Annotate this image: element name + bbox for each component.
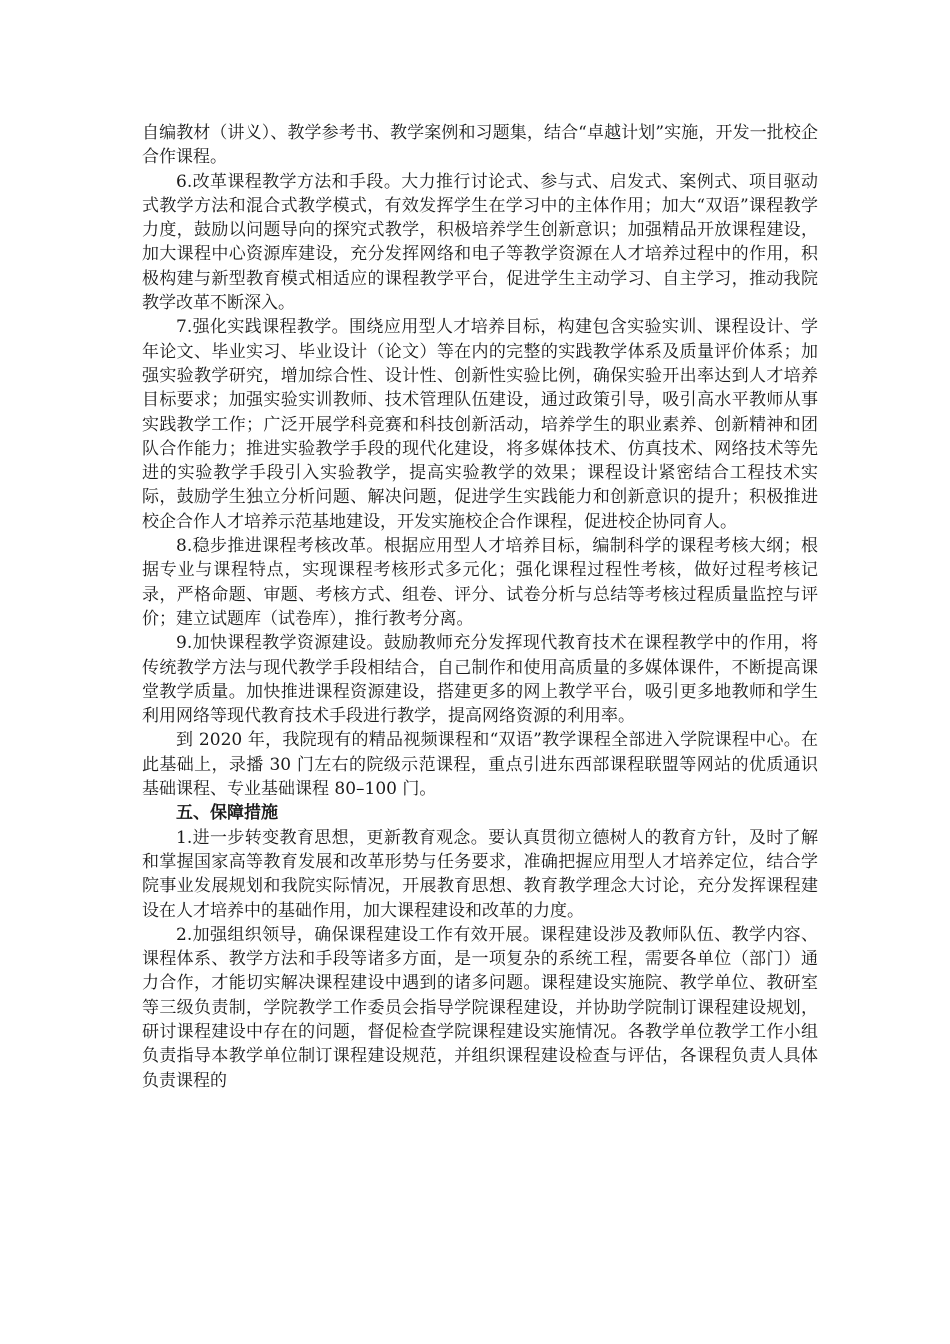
section-heading: 五、保障措施	[176, 803, 278, 824]
paragraph-summary: 到 2020 年，我院现有的精品视频课程和“双语”教学课程全部进入学院课程中心。在此基础上，录播 30 门左右的院级示范课程，重点引进东西部课程联盟等网站的优质通识基础课程、专业基础课程 80–100 门。	[142, 730, 818, 800]
paragraph-item-7: 7.强化实践课程教学。围绕应用型人才培养目标，构建包含实验实训、课程设计、学年论文、毕业实习、毕业设计（论文）等在内的完整的实践教学体系及质量评价体系；加强实验教学研究，增加综合性、设计性、创新性实验比例，确保实验开出率达到人才培养目标要求；加强实验实训教师、技术管理队伍建设，通过政策引导，吸引高水平教师从事实践教学工作；广泛开展学科竞赛和科技创新活动，培养学生的职业素养、创新精神和团队合作能力；推进实验教学手段的现代化建设，将多媒体技术、仿真技术、网络技术等先进的实验教学手段引入实验教学，提高实验教学的效果；课程设计紧密结合工程技术实际，鼓励学生独立分析问题、解决问题，促进学生实践能力和创新意识的提升；积极推进校企合作人才培养示范基地建设，开发实施校企合作课程，促进校企协同育人。	[142, 317, 818, 532]
paragraph-item-8: 8.稳步推进课程考核改革。根据应用型人才培养目标，编制科学的课程考核大纲；根据专业与课程特点，实现课程考核形式多元化；强化课程过程性考核，做好过程考核记录，严格命题、审题、考核方式、组卷、评分、试卷分析与总结等考核过程质量监控与评价；建立试题库（试卷库），推行教考分离。	[142, 536, 818, 629]
document-body	[142, 121, 818, 1093]
paragraph-item-6: 6.改革课程教学方法和手段。大力推行讨论式、参与式、启发式、案例式、项目驱动式教学方法和混合式教学模式，有效发挥学生在学习中的主体作用；加大“双语”课程教学力度，鼓励以问题导向的探究式教学，积极培养学生创新意识；加强精品开放课程建设，加大课程中心资源库建设，充分发挥网络和电子等教学资源在人才培养过程中的作用，积极构建与新型教育模式相适应的课程教学平台，促进学生主动学习、自主学习，推动我院教学改革不断深入。	[142, 171, 818, 314]
paragraph-measure-2: 2.加强组织领导，确保课程建设工作有效开展。课程建设涉及教师队伍、教学内容、课程体系、教学方法和手段等诸多方面，是一项复杂的系统工程，需要各单位（部门）通力合作，才能切实解决课程建设中遇到的诸多问题。课程建设实施院、教学单位、教研室等三级负责制，学院教学工作委员会指导学院课程建设，并协助学院制订课程建设规划，研讨课程建设中存在的问题，督促检查学院课程建设实施情况。各教学单位教学工作小组负责指导本教学单位制订课程建设规范，并组织课程建设检查与评估，各课程负责人具体负责课程的	[142, 924, 818, 1091]
paragraph-continued: 自编教材（讲义）、教学参考书、教学案例和习题集，结合“卓越计划”实施，开发一批校企合作课程。	[142, 123, 818, 168]
paragraph-measure-1: 1.进一步转变教育思想，更新教育观念。要认真贯彻立德树人的教育方针，及时了解和掌握国家高等教育发展和改革形势与任务要求，准确把握应用型人才培养定位，结合学院事业发展规划和我院实际情况，开展教育思想、教育教学理念大讨论，充分发挥课程建设在人才培养中的基础作用，加大课程建设和改革的力度。	[142, 827, 818, 921]
paragraph-item-9: 9.加快课程教学资源建设。鼓励教师充分发挥现代教育技术在课程教学中的作用，将传统教学方法与现代教学手段相结合，自己制作和使用高质量的多媒体课件，不断提高课堂教学质量。加快推进课程资源建设，搭建更多的网上教学平台，吸引更多地教师和学生利用网络等现代教育技术手段进行教学，提高网络资源的利用率。	[142, 633, 818, 727]
